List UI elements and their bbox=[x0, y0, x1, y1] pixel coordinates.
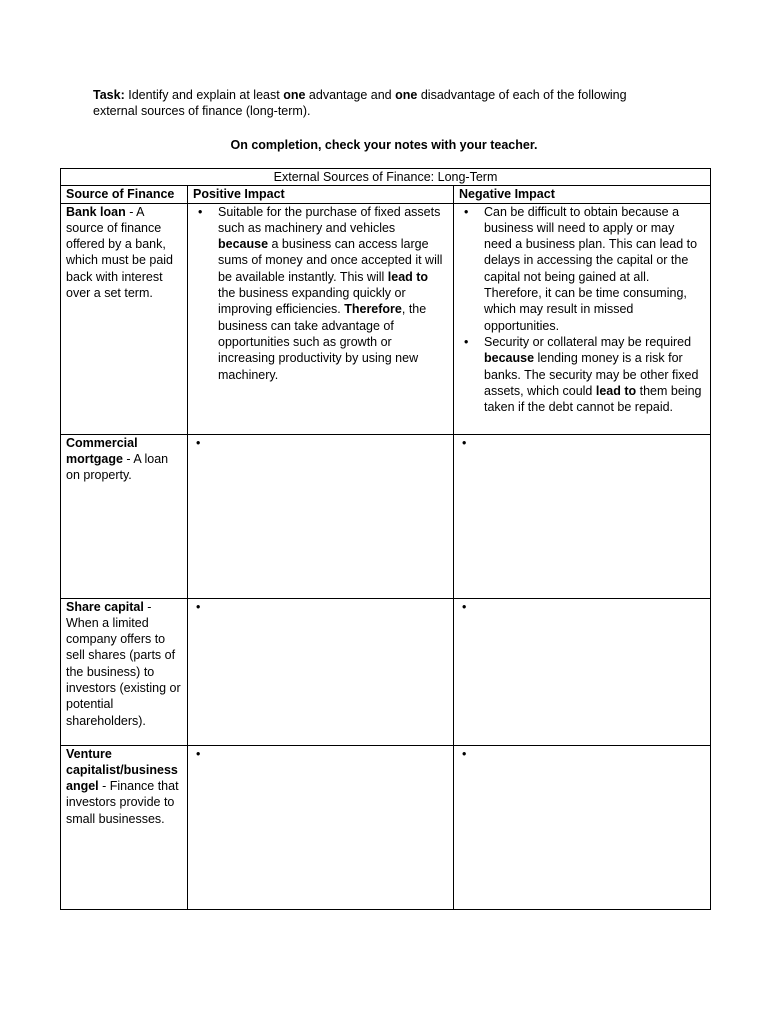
source-name: Bank loan bbox=[66, 204, 126, 219]
table-row bbox=[61, 745, 711, 909]
task-emphasis-one-1: one bbox=[283, 88, 306, 102]
list-item: • Can be difficult to obtain because a business will need to apply or may need a business plan. This can lead to delays in accessing the capital or the capital not being gained at all. Therefore, it can be time consuming, which may result in missed opportunities. bbox=[484, 204, 705, 334]
negative-list bbox=[459, 204, 705, 416]
table-title: External Sources of Finance: Long-Term bbox=[61, 169, 711, 186]
negative-cell[interactable] bbox=[454, 598, 711, 745]
source-description: - Finance that investors provide to small businesses. bbox=[66, 779, 179, 826]
list-item: • Suitable for the purchase of fixed assets such as machinery and vehicles because a business can access large sums of money and once accepted it will be available instantly. This will lead to the business expanding quickly or improving efficiencies. Therefore, the business can take advantage of opportunities such as growth or increasing productivity by using new machinery. bbox=[218, 204, 448, 383]
empty-bullet: • bbox=[462, 435, 467, 450]
negative-cell bbox=[454, 203, 711, 434]
task-text-part1: Identify and explain at least bbox=[128, 88, 280, 102]
table-row bbox=[61, 434, 711, 598]
source-description: - When a limited company offers to sell shares (parts of the business) to investors (existing or potential shareholders). bbox=[66, 599, 181, 728]
source-description: - A source of finance offered by a bank, which must be paid back with interest over a set term. bbox=[66, 204, 174, 301]
positive-cell[interactable] bbox=[188, 598, 454, 745]
finance-table bbox=[60, 168, 711, 910]
header-source: Source of Finance bbox=[61, 186, 188, 203]
task-text-part3: disadvantage of each of the following bbox=[420, 88, 627, 102]
header-positive: Positive Impact bbox=[188, 186, 454, 203]
source-name: Commercial mortgage bbox=[66, 435, 138, 466]
source-name: Venture capitalist/business angel bbox=[66, 746, 178, 794]
negative-cell[interactable] bbox=[454, 745, 711, 909]
source-cell bbox=[61, 598, 188, 745]
empty-bullet: • bbox=[462, 599, 467, 614]
header-negative: Negative Impact bbox=[454, 186, 711, 203]
list-item: • Security or collateral may be required because lending money is a risk for banks. The security may be other fixed assets, which could lead to them being taken if the debt cannot be repaid. bbox=[484, 334, 705, 415]
positive-cell[interactable] bbox=[188, 434, 454, 598]
empty-bullet: • bbox=[196, 435, 201, 450]
positive-cell bbox=[188, 203, 454, 434]
positive-cell[interactable] bbox=[188, 745, 454, 909]
source-cell bbox=[61, 203, 188, 434]
source-description: - A loan on property. bbox=[66, 451, 169, 483]
source-cell bbox=[61, 434, 188, 598]
table-row bbox=[61, 203, 711, 434]
negative-cell[interactable] bbox=[454, 434, 711, 598]
task-text-line2: external sources of finance (long-term). bbox=[93, 104, 311, 119]
empty-bullet: • bbox=[462, 746, 467, 761]
source-cell bbox=[61, 745, 188, 909]
task-instructions bbox=[93, 87, 693, 120]
table-row bbox=[61, 598, 711, 745]
task-emphasis-one-2: one bbox=[395, 88, 418, 102]
task-text-part2: advantage and bbox=[308, 88, 392, 102]
positive-list bbox=[193, 204, 448, 383]
completion-instruction: On completion, check your notes with your teacher. bbox=[230, 138, 538, 152]
task-label: Task: bbox=[93, 88, 125, 102]
empty-bullet: • bbox=[196, 746, 201, 761]
empty-bullet: • bbox=[196, 599, 201, 614]
source-name: Share capital bbox=[66, 599, 144, 614]
